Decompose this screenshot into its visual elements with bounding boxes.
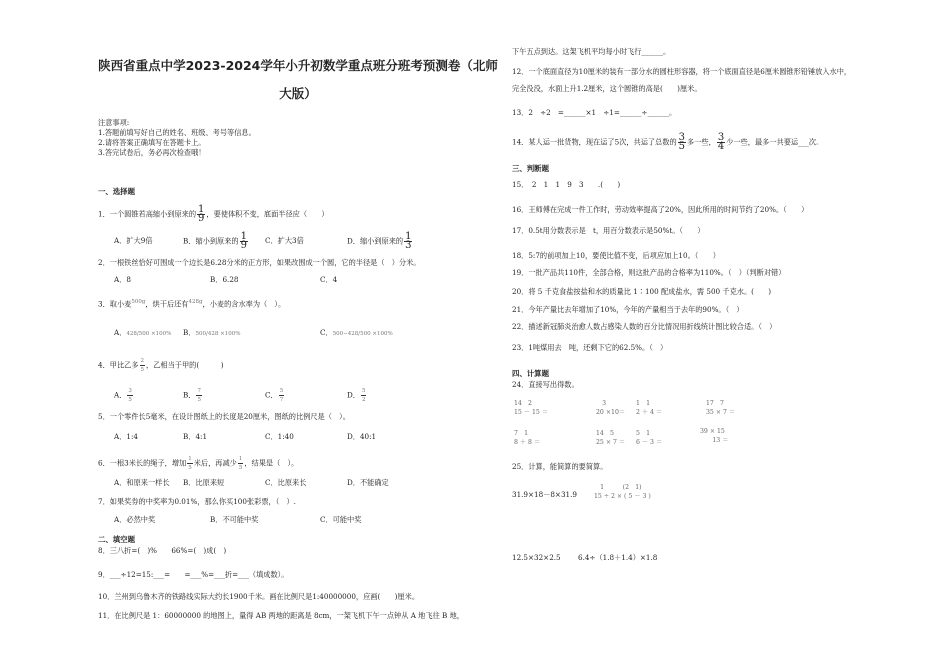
- calc-expr-3: 12.5×32×2.5: [512, 553, 561, 562]
- q3-expr-c: 500−428/500 ×100%: [332, 331, 393, 337]
- notice-item: 1.答题前填写好自己的姓名、班级、考号等信息。: [98, 128, 256, 137]
- q6-option-a: A．和原来一样长: [114, 478, 170, 487]
- q13-text: 13．2 ÷2 =______×1 ÷1=______÷______。: [512, 108, 677, 117]
- q10-text: 10．兰州到乌鲁木齐的铁路线实际大约长1900千米。画在比例尺是1:40000000，应画( )厘米。: [98, 592, 420, 601]
- q3-expr-b: 500/428 ×100%: [195, 331, 241, 337]
- q21-text: 21．今年产量比去年增加了10%，今年的产量相当于去年的90%。（ ）: [512, 305, 744, 314]
- q17-text: 17．0.5t用分数表示是 t，用百分数表示是50%t。（ ）: [512, 226, 705, 235]
- q11-text: 11．在比例尺是 1：60000000 的地图上，量得 AB 两地的距离是 8cm，一架飞机下午一点钟从 A 地飞往 B 地，: [98, 611, 464, 620]
- q5-option-b: B．4:1: [183, 432, 208, 441]
- q6-option-c: C．比原来长: [265, 478, 307, 487]
- q12-text-line2: 完全没没，水面上升1.2厘米，这个圆锥的高是( )厘米。: [512, 84, 702, 93]
- q5-option-a: A．1:4: [114, 432, 138, 441]
- q15-text: 15． 2 1 1 9 3 .( ): [512, 180, 621, 189]
- q7-option-a: A．必然中奖: [114, 515, 156, 524]
- q2-option-c: C．4: [320, 275, 338, 284]
- q1-option-d: D．缩小到原来的 $\frac{1}{3}$: [347, 231, 412, 251]
- q16-text: 16．王师傅在完成一件工作时，劳动效率提高了20%，因此所用的时间节约了20%。（ ）: [512, 205, 809, 214]
- q3-option-b: B．500/428 ×100%: [183, 328, 241, 337]
- q4-option-c: C． $\frac{5}{7}$: [265, 388, 284, 403]
- q9-text: 9．___÷12=15:___= =___%=___折=___（填成数）。: [98, 570, 289, 579]
- q23-text: 23．1吨煤用去 吨，还剩下它的62.5%。（ ）: [512, 343, 668, 352]
- q2-option-b: B．6.28: [210, 275, 239, 284]
- notice-heading: 注意事项:: [98, 118, 130, 127]
- section-calc: 四、计算题: [512, 369, 549, 378]
- q3-expr-a: 428/500 ×100%: [126, 331, 172, 337]
- q8-text: 8．三八折=( )% 66%=( )成( ): [98, 546, 227, 555]
- q24-text: 24．直接写出得数。: [512, 380, 579, 389]
- q6-option-b: B．比原来短: [183, 478, 225, 487]
- calc-expr-2: 1 (2 1) 15 ÷ 2 × ( 5 － 3 ): [594, 484, 651, 500]
- q1-text: 1．一个圆锥若高缩小到原来的 $\frac{1}{9}$ ，要使体积不变，底面半径应（ ）: [98, 204, 329, 224]
- q7-option-c: C．可能中奖: [320, 515, 362, 524]
- q19-text: 19．一批产品共110件，全部合格，则这批产品的合格率为110%。（ ）（判断对错）: [512, 268, 786, 277]
- q12-text-line1: 12．一个底面直径为10厘米的装有一部分水的圆柱形容器，将一个底面直径是6厘米圆锥形铅锤放入水中，: [512, 67, 852, 76]
- q3-text: 3．取小麦$^{500g}$，烘干后还有$^{428g}$，小麦的含水率为（ ）。: [98, 299, 286, 309]
- q5-option-d: D．40:1: [347, 432, 377, 441]
- calc-item: 14 2 15 － 15 ＝: [514, 400, 549, 416]
- calc-item: 3 20 ×10＝: [596, 400, 626, 416]
- calc-item: 5 1 6 － 3 ＝: [636, 430, 663, 446]
- q6-option-d: D．不能确定: [347, 478, 389, 487]
- calc-item: 39 × 15 13 ＝: [700, 428, 729, 444]
- calc-expr-4: 6.4÷（1.8＋1.4）×1.8: [578, 553, 658, 562]
- q5-text: 5．一个零件长5毫米，在设计图纸上的长度是20厘米，图纸的比例尺是（ ）。: [98, 412, 350, 421]
- q7-option-b: B．不可能中奖: [210, 515, 259, 524]
- q11-continued: 下午五点到达。这架飞机平均每小时飞行______。: [512, 47, 671, 56]
- page-title: 陕西省重点中学2023-2024学年小升初数学重点班分班考预测卷（北师大版）: [98, 58, 498, 101]
- q4-text: 4．甲比乙多 $\frac{2}{5}$ ，乙相当于甲的( ): [98, 358, 224, 373]
- calc-item: 17 7 35 × 7 ＝: [706, 400, 736, 416]
- q6-text: 6．一根3米长的绳子，增加 $\frac{1}{5}$ 米后，再减少 $\frac{1}{5}$ ，结果是（ ）。: [98, 456, 299, 471]
- calc-item: 1 1 2 ＋ 4 ＝: [636, 400, 663, 416]
- q14-text: 14．某人运一批货物，现在运了5次，共运了总数的 $\frac{3}{5}$ 多一些， $\frac{3}{4}$ 少一些，最多一共要运___次.: [512, 132, 819, 152]
- q1-fraction: $\frac{1}{9}$: [198, 204, 205, 224]
- q1-option-b: B．缩小到原来的 $\frac{1}{9}$: [183, 231, 247, 251]
- q2-text: 2．一根铁丝恰好可围成一个边长是6.28分米的正方形，如果改围成一个圆，它的半径是（ ）分米。: [98, 258, 421, 267]
- section-judge: 三、判断题: [512, 164, 549, 173]
- section-choice: 一、选择题: [98, 187, 135, 196]
- q20-text: 20．将 5 千克食盐按盐和水的质量比 1∶100 配成盐水，需 500 千克水。( ): [512, 287, 772, 296]
- q7-text: 7．如果奖券的中奖率为0.01%，那么你买100张彩票，（ ）.: [98, 497, 296, 506]
- q1-option-a: A．扩大9倍: [114, 236, 153, 245]
- q4-option-a: A． $\frac{3}{5}$: [114, 388, 132, 403]
- calc-expr-1: 31.9×18－8×31.9: [512, 490, 577, 499]
- q3-option-c: C．500−428/500 ×100%: [320, 328, 393, 337]
- q4-option-b: B． $\frac{7}{5}$: [183, 388, 201, 403]
- q18-text: 18．5:7的前项加上10，要使比值不变，后项应加上10。（ ）: [512, 251, 720, 260]
- q25-text: 25．计算，能简算的要简算。: [512, 462, 608, 471]
- notice-item: 3.答完试卷后，务必再次检查哦！: [98, 148, 206, 157]
- q5-option-c: C．1:40: [265, 432, 294, 441]
- calc-item: 14 5 25 × 7 ＝: [596, 430, 626, 446]
- q1-option-c: C．扩大3倍: [265, 236, 304, 245]
- q2-option-a: A．8: [114, 275, 131, 284]
- q4-option-d: D． $\frac{5}{2}$: [347, 388, 366, 403]
- calc-item: 7 1 8 ＋ 8 ＝: [514, 430, 541, 446]
- q22-text: 22．描述新冠肺炎治愈人数占感染人数的百分比情况用折线统计图比较合适。（ ）: [512, 322, 777, 331]
- notice-item: 2.请将答案正确填写在答题卡上。: [98, 138, 206, 147]
- q3-option-a: A．428/500 ×100%: [114, 328, 172, 337]
- section-fill: 二、填空题: [98, 535, 135, 544]
